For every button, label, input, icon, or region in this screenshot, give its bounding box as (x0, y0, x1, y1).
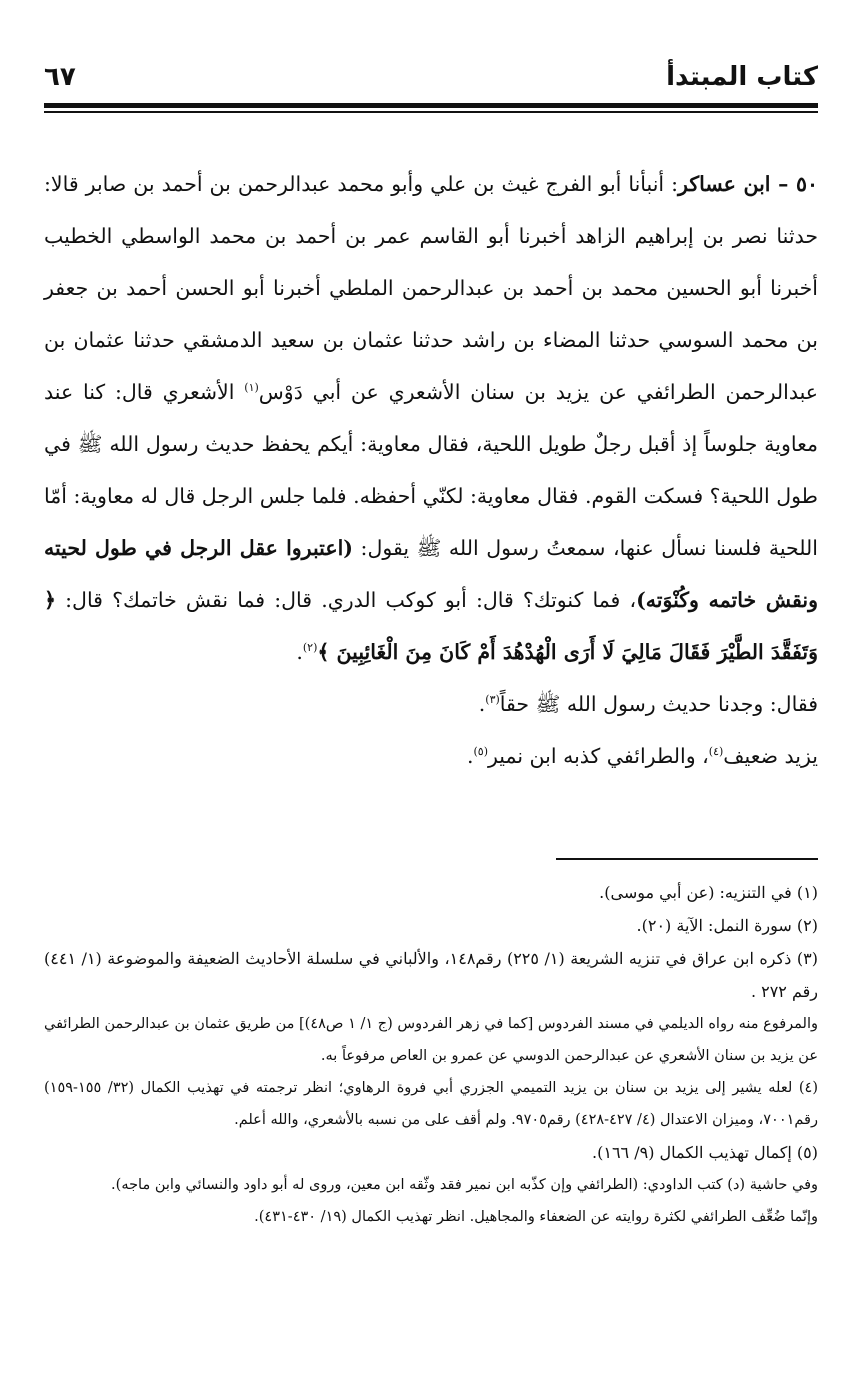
main-text (44, 158, 818, 782)
footnote-ref-5: (٥) (473, 745, 488, 759)
hadith-paragraph (44, 158, 818, 678)
paragraph-2: فقال: وجدنا حديث رسول الله ﷺ حقاً$^{(٣)}$. (478, 692, 818, 716)
footnote-2: (٢) سورة النمل: الآية (٢٠). (636, 916, 818, 935)
footnote-5-margin-note: وفي حاشية (د) كتب الداودي: (الطرائفي وإن كذّبه ابن نمير فقد وثّقه ابن معين، وروى له أبو داود والنسائي وابن ماجه). (111, 1177, 818, 1193)
isnad-chain: : أنبأنا أبو الفرج غيث بن علي وأبو محمد عبدالرحمن بن أحمد بن صابر قالا: حدثنا نصر بن إبراهيم الزاهد أخبرنا أبو القاسم عمر بن أحمد بن محمد الواسطي الخطيب أخبرنا أبو الحسين محمد بن أحمد بن عبدالرحمن الملطي أخبرنا أبو الحسن أحمد بن جعفر بن محمد السوسي حدثنا المضاء بن راشد حدثنا عثمان بن سعيد الدمشقي حدثنا عثمان بن عبدالرحمن الطرائفي عن يزيد بن سنان الأشعري عن أبي دَوْس (44, 172, 819, 404)
footnote-3-continuation: والمرفوع منه رواه الديلمي في مسند الفردوس [كما في زهر الفردوس (ج ١/ ١ ص٤٨)] من طريق عثمان بن عبدالرحمن الطرائفي عن يزيد بن سنان الأشعري عن عبدالرحمن الدوسي عن عمرو بن العاص مرفوعاً به. (44, 1016, 819, 1064)
header-rule-thin (44, 111, 818, 113)
footnote-5: (٥) إكمال تهذيب الكمال (٩/ ١٦٦). (592, 1143, 818, 1162)
footnote-3: (٣) ذكره ابن عراق في تنزيه الشريعة (١/ ٢٢٥) رقم١٤٨، والألباني في سلسلة الأحاديث الضعيفة والموضوعة (١/ ٤٤١) رقم ٢٧٢ . (44, 949, 818, 1001)
footnote-separator (556, 858, 818, 860)
para2-text: فقال: وجدنا حديث رسول الله ﷺ حقاً (499, 692, 818, 716)
footnote-1: (١) في التنزيه: (عن أبي موسى). (599, 883, 818, 902)
para3-text-b: ، والطرائفي كذبه ابن نمير (487, 744, 709, 768)
entry-source: ابن عساكر (678, 172, 771, 196)
period: . (296, 640, 303, 664)
footnote-5-continuation: وإنّما ضُعِّف الطرائفي لكثرة روايته عن الضعفاء والمجاهيل. انظر تهذيب الكمال (١٩/ ٤٣٠-٤٣١). (254, 1209, 818, 1225)
paragraph-3: يزيد ضعيف$^{(٤)}$، والطرائفي كذبه ابن نمير$^{(٥)}$. (466, 744, 818, 768)
header-rule-thick (44, 103, 818, 108)
chapter-title: كتاب المبتدأ (666, 62, 818, 92)
entry-number: ٥٠ – (770, 172, 818, 196)
hadith-quote: (اعتبروا عقل الرجل في طول لحيته ونقش خاتمه وكُنْوَته) (44, 536, 818, 612)
running-header (44, 58, 818, 102)
footnote-4: (٤) لعله يشير إلى يزيد بن سنان بن يزيد التميمي الجزري أبي فروة الرهاوي؛ انظر ترجمته في تهذيب الكمال (٣٢/ ١٥٥-١٥٩) رقم٧٠٠١، وميزان الاعتدال (٤/ ٤٢٧-٤٢٨) رقم٩٧٠٥. ولم أقف على من نسبه بالأشعري، والله أعلم. (44, 1080, 818, 1128)
footnotes (44, 876, 818, 1233)
para3-text-a: يزيد ضعيف (723, 744, 818, 768)
quran-verse: ﴿ وَتَفَقَّدَ الطَّيْرَ فَقَالَ مَالِيَ لَا أَرَى الْهُدْهُدَ أَمْ كَانَ مِنَ الْغَائِبِينَ ﴾ (44, 588, 818, 664)
page-number: ٦٧ (44, 62, 76, 92)
footnote-ref-2: (٢) (302, 641, 318, 655)
footnote-ref-1: (١) (244, 381, 259, 395)
story-text-b: ، فما كنوتك؟ قال: أبو كوكب الدري. قال: فما نقش خاتمك؟ قال: (56, 588, 637, 612)
footnote-ref-3: (٣) (485, 693, 500, 707)
footnote-ref-4: (٤) (708, 745, 724, 759)
story-text-a: الأشعري قال: كنا عند معاوية جلوساً إذ أقبل رجلٌ طويل اللحية، فقال معاوية: أيكم يحفظ حديث رسول الله ﷺ في طول اللحية؟ فسكت القوم. فقال معاوية: لكنّي أحفظه. فلما جلس الرجل قال له معاوية: أمّا اللحية فلسنا نسأل عنها، سمعتُ رسول الله ﷺ يقول: (44, 380, 819, 560)
